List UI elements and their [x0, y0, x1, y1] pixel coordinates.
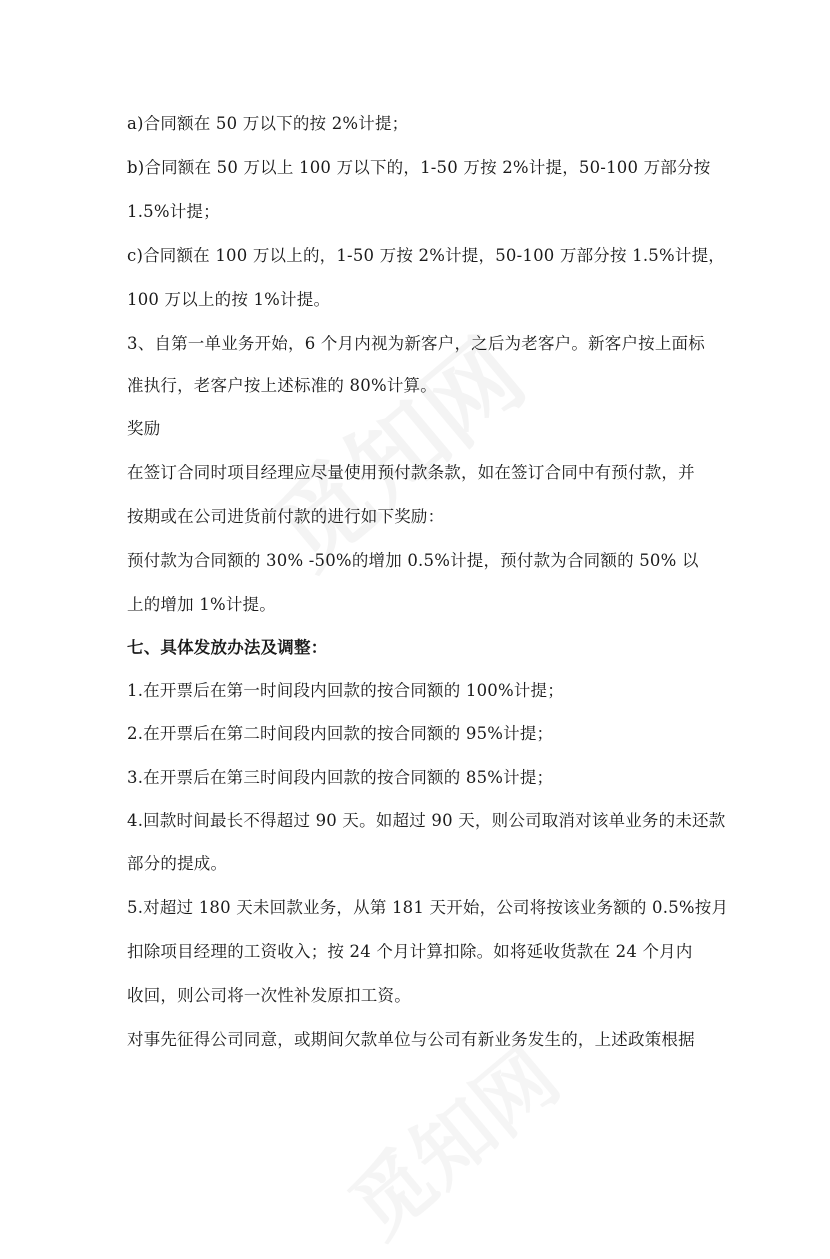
text-line: c)合同额在 100 万以上的，1-50 万按 2%计提，50-100 万部分按 1.5%计提，	[127, 246, 725, 265]
text-line: 预付款为合同额的 30% -50%的增加 0.5%计提，预付款为合同额的 50% 以	[127, 551, 699, 570]
text-line: 3.在开票后在第三时间段内回款的按合同额的 85%计提；	[127, 768, 554, 787]
text-line: b)合同额在 50 万以上 100 万以下的，1-50 万按 2%计提，50-100 万部分按	[127, 158, 711, 177]
text-line: 部分的提成。	[127, 854, 228, 873]
text-line: 1.在开票后在第一时间段内回款的按合同额的 100%计提；	[127, 681, 564, 700]
text-line: a)合同额在 50 万以下的按 2%计提；	[127, 114, 409, 133]
watermark-bottom	[321, 1016, 579, 1258]
text-line: 扣除项目经理的工资收入；按 24 个月计算扣除。如将延收货款在 24 个月内	[127, 942, 693, 961]
section-heading: 七、具体发放办法及调整：	[127, 638, 328, 657]
text-line: 3、自第一单业务开始，6 个月内视为新客户，之后为老客户。新客户按上面标	[127, 334, 705, 353]
text-line: 上的增加 1%计提。	[127, 595, 276, 614]
text-line: 5.对超过 180 天未回款业务，从第 181 天开始，公司将按该业务额的 0.5%按月	[127, 898, 729, 917]
text-line: 准执行，老客户按上述标准的 80%计算。	[127, 376, 437, 395]
text-line: 在签订合同时项目经理应尽量使用预付款条款，如在签订合同中有预付款，并	[127, 463, 695, 482]
text-line: 按期或在公司进货前付款的进行如下奖励：	[127, 507, 445, 526]
text-line: 1.5%计提；	[127, 202, 220, 221]
text-line: 100 万以上的按 1%计提。	[127, 290, 331, 309]
text-line: 2.在开票后在第二时间段内回款的按合同额的 95%计提；	[127, 724, 554, 743]
section-label: 奖励	[127, 419, 161, 438]
text-line: 4.回款时间最长不得超过 90 天。如超过 90 天，则公司取消对该单业务的未还款	[127, 811, 726, 830]
text-line: 收回，则公司将一次性补发原扣工资。	[127, 986, 411, 1005]
text-line: 对事先征得公司同意，或期间欠款单位与公司有新业务发生的，上述政策根据	[127, 1030, 695, 1049]
